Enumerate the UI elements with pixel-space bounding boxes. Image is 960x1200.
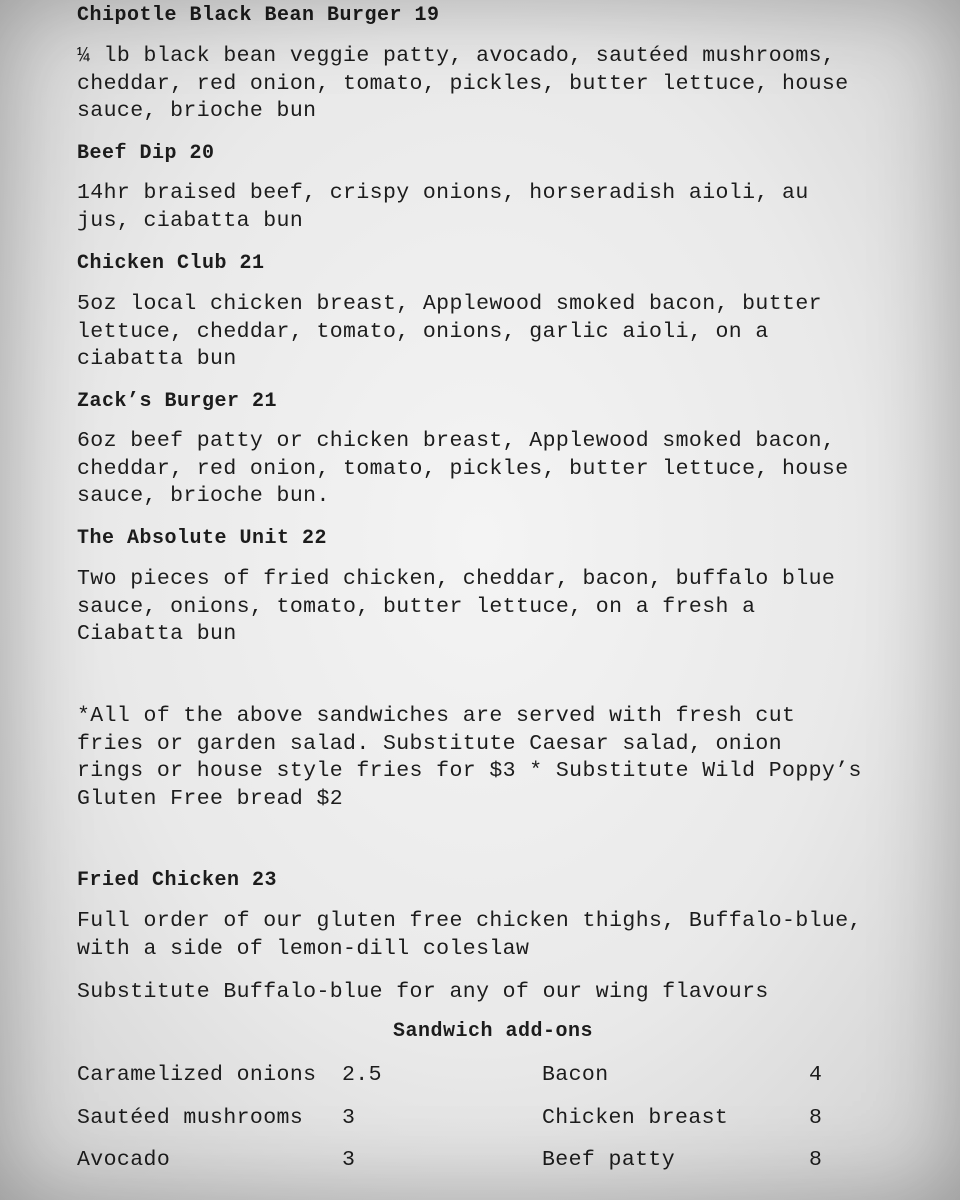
addon-name: Beef patty [542,1148,676,1172]
menu-item-beef-dip [77,141,215,167]
addon-name: Chicken breast [542,1106,729,1130]
item-title: The Absolute Unit 22 [77,527,328,550]
addons-heading: Sandwich add-ons [393,1020,594,1043]
addon-price: 8 [809,1106,823,1130]
item-description: Two pieces of fried chicken, cheddar, bacon, buffalo blue sauce, onions, tomato, butter lettuce, on a fresh a Ciabatta bun [77,567,836,646]
addon-price: 3 [342,1106,356,1130]
addon-price: 3 [342,1148,356,1172]
item-title: Fried Chicken 23 [77,869,278,892]
menu-item-chipotle [77,3,440,29]
addon-name: Sautéed mushrooms [77,1106,304,1130]
item-description: ¼ lb black bean veggie patty, avocado, sautéed mushrooms, cheddar, red onion, tomato, pickles, butter lettuce, house sauce, brioche bun [77,44,849,123]
addon-price: 8 [809,1148,823,1172]
addon-name: Avocado [77,1148,171,1172]
addon-price: 2.5 [342,1063,382,1087]
item-title: Zack’s Burger 21 [77,390,278,413]
item-title: Chicken Club 21 [77,252,265,275]
substitute-note: Substitute Buffalo-blue for any of our wing flavours [77,980,769,1004]
sides-note: *All of the above sandwiches are served with fresh cut fries or garden salad. Substitute Caesar salad, onion rings or house style fries for $3 * Substitute Wild Poppy’s Gluten Free bread $2 [77,704,862,811]
item-title: Beef Dip 20 [77,142,215,165]
addon-name: Bacon [542,1063,609,1087]
menu-item-zacks-burger [77,389,277,415]
menu-item-fried-chicken [77,868,277,894]
item-description: 6oz beef patty or chicken breast, Applewood smoked bacon, cheddar, red onion, tomato, pickles, butter lettuce, house sauce, brioche bun. [77,429,849,508]
item-description: 5oz local chicken breast, Applewood smoked bacon, butter lettuce, cheddar, tomato, onions, garlic aioli, on a ciabatta bun [77,292,822,371]
menu-item-absolute-unit [77,526,327,552]
item-description: 14hr braised beef, crispy onions, horseradish aioli, au jus, ciabatta bun [77,181,809,233]
item-title: Chipotle Black Bean Burger 19 [77,4,440,27]
item-description: Full order of our gluten free chicken thighs, Buffalo-blue, with a side of lemon-dill coleslaw [77,909,862,961]
addon-price: 4 [809,1063,823,1087]
menu-item-chicken-club [77,251,265,277]
addon-name: Caramelized onions [77,1063,317,1087]
